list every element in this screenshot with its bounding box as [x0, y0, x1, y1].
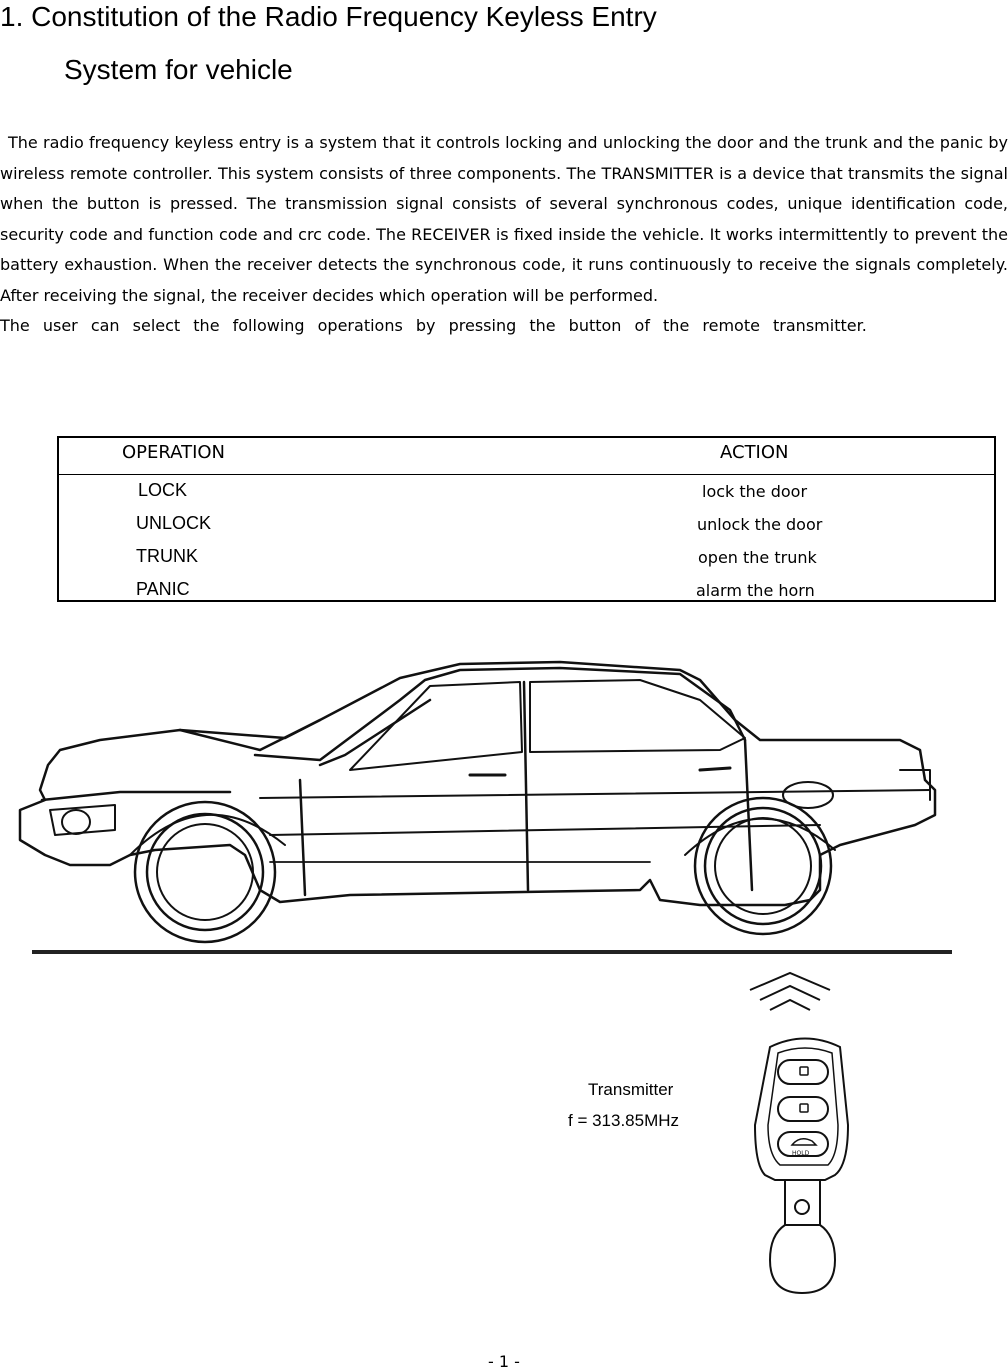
header-operation: OPERATION	[122, 442, 226, 463]
page-number: - 1 -	[488, 1352, 520, 1371]
table-header	[59, 438, 994, 475]
table-row	[59, 476, 994, 509]
table-row	[59, 542, 994, 575]
transmitter-label: Transmitter	[588, 1080, 674, 1099]
operation-cell: PANIC	[136, 579, 190, 599]
key-fob-remote	[740, 975, 860, 1305]
action-cell: alarm the horn	[696, 581, 815, 600]
table-row	[59, 509, 994, 542]
remote-panic-text: HOLD	[792, 1150, 810, 1157]
heading-line-1: 1. Constitution of the Radio Frequency Keyless Entry	[0, 1, 657, 32]
action-cell: lock the door	[702, 482, 808, 501]
action-cell: unlock the door	[697, 515, 823, 534]
operation-cell: TRUNK	[136, 546, 198, 566]
operations-table	[57, 436, 996, 602]
frequency-label: f = 313.85MHz	[568, 1111, 680, 1130]
heading-line-2: System for vehicle	[64, 54, 293, 85]
body-text	[0, 128, 1008, 342]
header-action: ACTION	[720, 442, 789, 463]
ground-line	[32, 950, 952, 954]
description-paragraph: The radio frequency keyless entry is a system that it controls locking and unlocking the door and the trunk and the panic by wireless remote controller. This system consists of three components. The TRANSMITTER is a device that transmits the signal when the button is pressed. The transmission signal consists of several synchronous codes, unique identification code, security code and function code and crc code. The RECEIVER is fixed inside the vehicle. It works intermittently to prevent the battery exhaustion. When the receiver detects the synchronous code, it runs continuously to receive the signals completely. After receiving the signal, the receiver decides which operation will be performed.	[0, 133, 1008, 305]
operation-cell: UNLOCK	[136, 513, 212, 533]
operation-cell: LOCK	[138, 480, 188, 500]
action-cell: open the trunk	[698, 548, 817, 567]
car-side-illustration	[0, 640, 1008, 960]
instruction-paragraph: The user can select the following operations by pressing the button of the remote transmitter.	[0, 316, 867, 335]
table-row	[59, 575, 994, 608]
